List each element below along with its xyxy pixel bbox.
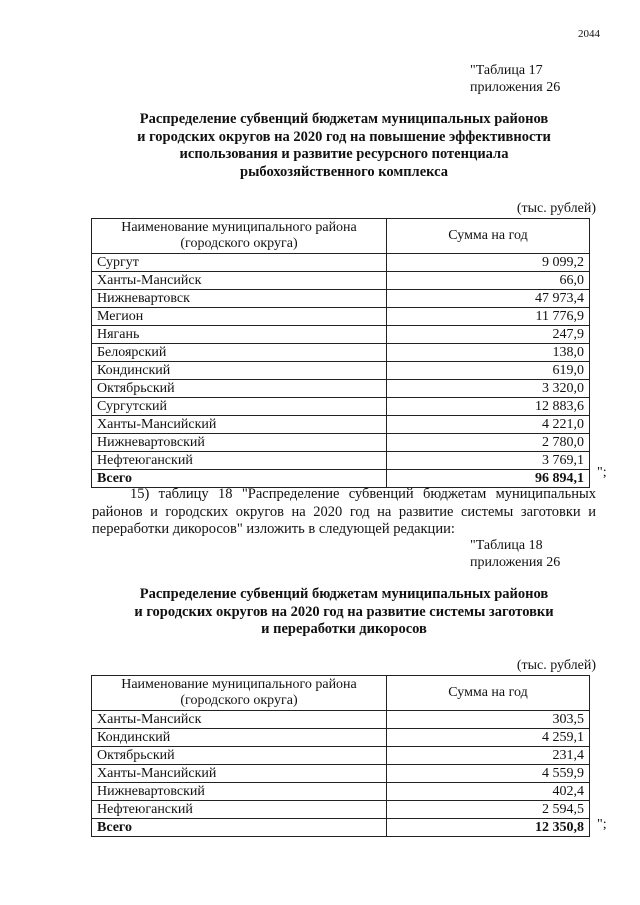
table18-caption	[470, 537, 596, 571]
table-row	[92, 747, 590, 765]
paragraph-line	[92, 486, 596, 504]
row-amount: 4 259,1	[387, 729, 590, 747]
row-name: Ханты-Мансийский	[92, 416, 387, 434]
row-amount: 247,9	[387, 326, 590, 344]
row-name: Кондинский	[92, 729, 387, 747]
table17-caption	[470, 62, 596, 96]
row-amount: 9 099,2	[387, 254, 590, 272]
table-row	[92, 380, 590, 398]
table18-caption-line1: "Таблица 18	[470, 538, 543, 553]
row-name: Сургут	[92, 254, 387, 272]
row-amount: 66,0	[387, 272, 590, 290]
table18-title-line: и переработки дикоросов	[261, 621, 427, 637]
table-row	[92, 308, 590, 326]
total-amount: 12 350,8	[387, 819, 590, 837]
row-amount: 2 594,5	[387, 801, 590, 819]
table18-title-line: Распределение субвенций бюджетам муниципальных районов	[139, 586, 549, 602]
row-name: Сургутский	[92, 398, 387, 416]
table18-header-amount: Сумма на год	[387, 676, 590, 711]
page-number: 2044	[578, 28, 600, 40]
row-amount: 138,0	[387, 344, 590, 362]
table-row	[92, 254, 590, 272]
table17-unit: (тыс. рублей)	[516, 201, 596, 216]
table-row	[92, 801, 590, 819]
table18-unit: (тыс. рублей)	[516, 658, 596, 673]
table17-header-name	[92, 219, 387, 254]
table-row	[92, 326, 590, 344]
table18	[91, 675, 590, 837]
row-amount: 4 559,9	[387, 765, 590, 783]
row-name: Октябрьский	[92, 747, 387, 765]
header-name-line2: (городского округа)	[180, 236, 298, 251]
table-row	[92, 362, 590, 380]
header-name-line2: (городского округа)	[180, 693, 298, 708]
table17-title-line: рыбохозяйственного комплекса	[240, 163, 448, 180]
row-amount: 619,0	[387, 362, 590, 380]
table17-total-row	[92, 470, 590, 488]
row-name: Октябрьский	[92, 380, 387, 398]
table-row	[92, 290, 590, 308]
table18-header-name	[92, 676, 387, 711]
row-amount: 402,4	[387, 783, 590, 801]
table18-closing-quote: ";	[597, 817, 607, 832]
row-name: Нефтеюганский	[92, 452, 387, 470]
table-row	[92, 711, 590, 729]
table18-title	[92, 586, 596, 639]
row-amount: 3 320,0	[387, 380, 590, 398]
row-name: Мегион	[92, 308, 387, 326]
table17-header-row	[92, 219, 590, 254]
table-row	[92, 729, 590, 747]
paragraph-line1-text: 15) таблицу 18 "Распределение субвенций бюджетам муниципальных	[130, 486, 596, 502]
row-amount: 303,5	[387, 711, 590, 729]
table-row	[92, 344, 590, 362]
row-amount: 231,4	[387, 747, 590, 765]
total-label: Всего	[92, 819, 387, 837]
table-row	[92, 434, 590, 452]
amendment-paragraph	[92, 486, 596, 539]
table-row	[92, 452, 590, 470]
row-amount: 11 776,9	[387, 308, 590, 326]
paragraph-line: переработки дикоросов" изложить в следующей редакции:	[92, 521, 455, 537]
row-amount: 12 883,6	[387, 398, 590, 416]
row-name: Нефтеюганский	[92, 801, 387, 819]
table17-title-line: и городских округов на 2020 год на повышение эффективности	[137, 128, 551, 145]
header-name-line1: Наименование муниципального района	[121, 220, 357, 235]
row-name: Белоярский	[92, 344, 387, 362]
table17-closing-quote: ";	[597, 465, 607, 480]
table17	[91, 218, 590, 488]
table17-caption-line1: "Таблица 17	[470, 63, 543, 78]
table17-title-line: использования и развитие ресурсного потенциала	[179, 146, 509, 162]
table17-title	[92, 111, 596, 181]
row-name: Нижневартовский	[92, 783, 387, 801]
row-name: Ханты-Мансийск	[92, 711, 387, 729]
row-name: Нижневартовский	[92, 434, 387, 452]
row-name: Нижневартовск	[92, 290, 387, 308]
table17-title-line: Распределение субвенций бюджетам муниципальных районов	[139, 111, 549, 127]
row-name: Ханты-Мансийский	[92, 765, 387, 783]
row-amount: 47 973,4	[387, 290, 590, 308]
table18-caption-line2: приложения 26	[470, 555, 561, 570]
table-row	[92, 765, 590, 783]
table18-total-row	[92, 819, 590, 837]
table18-header-row	[92, 676, 590, 711]
table-row	[92, 398, 590, 416]
table17-caption-line2: приложения 26	[470, 80, 561, 95]
table-row	[92, 272, 590, 290]
paragraph-line: районов и городских округов на 2020 год на развитие системы заготовки и	[92, 503, 596, 520]
header-name-line1: Наименование муниципального района	[121, 677, 357, 692]
table18-title-line: и городских округов на 2020 год на развитие системы заготовки	[134, 603, 554, 620]
row-name: Ханты-Мансийск	[92, 272, 387, 290]
table17-header-amount: Сумма на год	[387, 219, 590, 254]
row-name: Нягань	[92, 326, 387, 344]
total-amount: 96 894,1	[387, 470, 590, 488]
table-row	[92, 783, 590, 801]
total-label: Всего	[92, 470, 387, 488]
row-amount: 3 769,1	[387, 452, 590, 470]
row-amount: 2 780,0	[387, 434, 590, 452]
table-row	[92, 416, 590, 434]
row-name: Кондинский	[92, 362, 387, 380]
row-amount: 4 221,0	[387, 416, 590, 434]
